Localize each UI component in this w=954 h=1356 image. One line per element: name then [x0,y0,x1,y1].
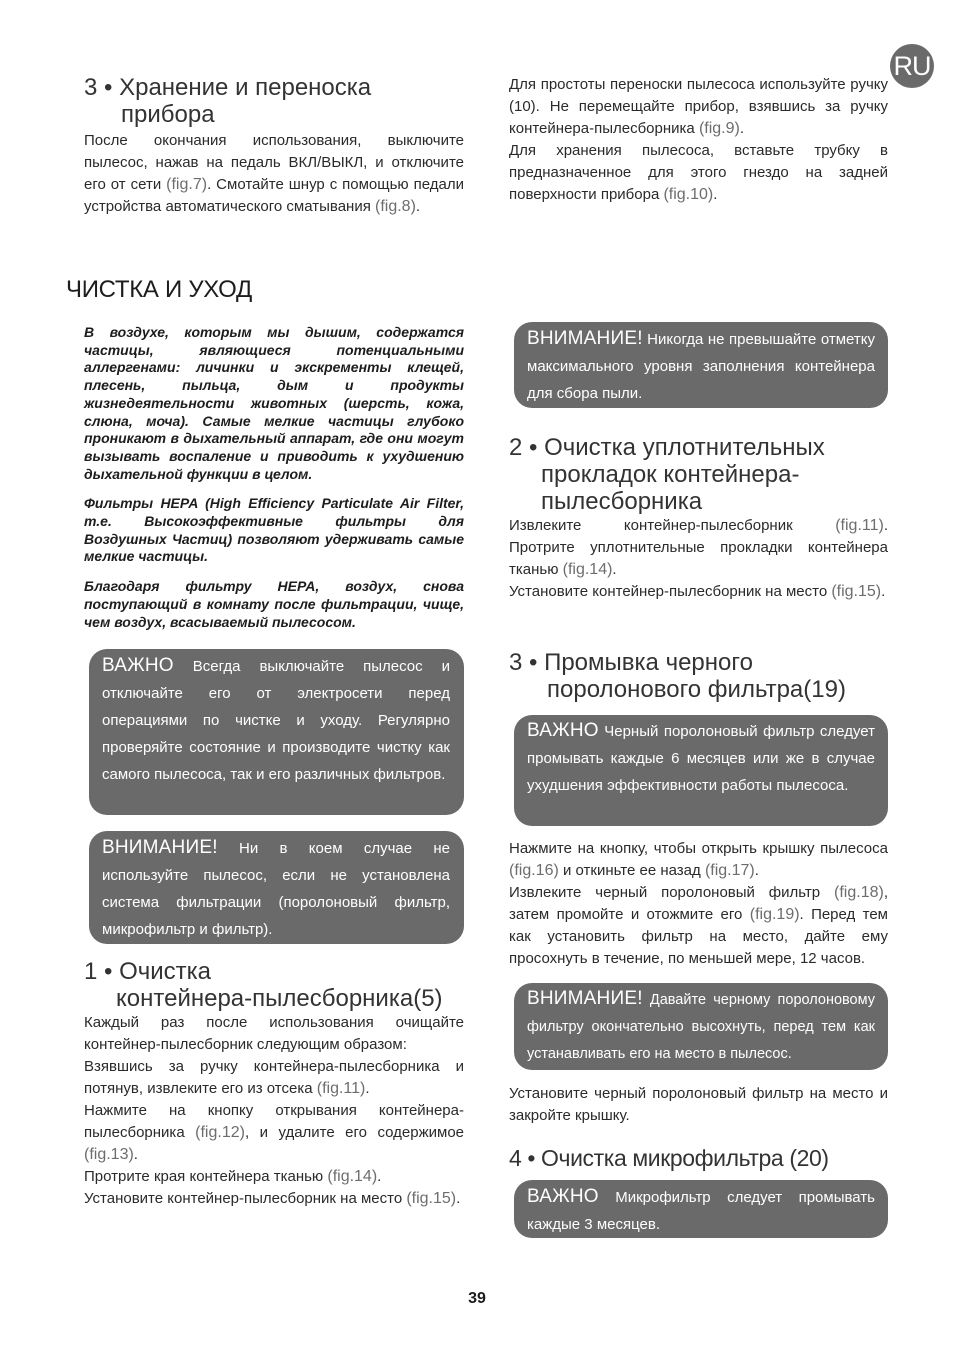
intro-text [84,324,464,631]
attention-box-3 [514,983,888,1070]
section-3-paragraph-3: Установите черный поролоновый фильтр на место и закройте крышку. [509,1085,888,1124]
language-badge: RU [890,44,934,88]
important-label: ВАЖНО [102,655,174,676]
fig-ref: (fig.8) [375,198,416,215]
section-1-paragraph-1: Каждый раз после использования очищайте контейнер-пылесборник следующим образом: [84,1014,464,1053]
fig-ref: (fig.19) [749,906,800,923]
section-3-paragraph-2: Извлеките черный поролоновый фильтр (fig.18), затем промойте и отожмите его (fig.19). Перед тем как установить фильтр на место, дайте ему просохнуть в течение, по меньшей мере, 12 часов. [509,884,888,967]
fig-ref: (fig.13) [84,1146,134,1163]
section-3-heading [509,649,888,703]
attention-label: ВНИМАНИЕ! [527,328,643,349]
attention-box-1 [89,831,464,944]
fig-ref: (fig.15) [831,583,882,600]
section-3-closing [509,1083,888,1127]
section-2-heading-line2: прокладок контейнера- [541,461,800,488]
main-heading: ЧИСТКА И УХОД [66,276,252,303]
storage-section-continued [509,74,888,206]
section-1-heading-line1: 1 • Очистка [84,958,212,985]
fig-ref: (fig.11) [835,517,884,534]
section-4-heading: 4 • Очистка микрофильтра (20) [509,1145,829,1171]
storage-heading-line1: 3 • Хранение и переноска [84,74,372,101]
fig-ref: (fig.14) [562,561,613,578]
important-box-2 [514,715,888,826]
attention-text: Никогда не превышайте отметку максимального уровня заполнения контейнера для сбора пыли. [527,331,875,402]
fig-ref: (fig.16) [509,862,559,879]
section-3-heading-line1: 3 • Промывка черного [509,649,753,676]
section-3-heading-line2: поролонового фильтра(19) [547,676,846,703]
section-3-body [509,838,888,970]
section-1-paragraph-5: Установите контейнер-пылесборник на место (fig.15). [84,1190,461,1207]
attention-text: Ни в коем случае не используйте пылесос, если не установлена система фильтрации (поролоновый фильтр, микрофильтр и фильтр). [102,840,450,938]
fig-ref: (fig.15) [406,1190,457,1207]
intro-paragraph-1: В воздухе, которым мы дышим, содержатся частицы, являющиеся потенциальными аллергенами: личинки и экскременты клещей, плесень, пыльца, дым и продукты жизнедеятельности животных (шерсть, кожа, слюна, моча). Самые мелкие частицы глубоко проникают в дыхательный аппарат, где они могут вызывать воспаление и приводить к ухудшению дыхательной функции в целом. [84,324,464,482]
storage-paragraph-2: Для простоты переноски пылесоса используйте ручку (10). Не перемещайте прибор, взявшись за ручку контейнера-пылесборника (fig.9). [509,76,888,137]
section-2 [509,434,888,603]
attention-box-2 [514,322,888,408]
section-2-paragraph-1: Извлеките контейнер-пылесборник (fig.11). [509,517,888,534]
storage-paragraph-3: Для хранения пылесоса, вставьте трубку в предназначенное для этого гнездо на задней поверхности прибора (fig.10). [509,142,888,203]
fig-ref: (fig.10) [663,186,714,203]
fig-ref: (fig.7) [166,176,208,193]
fig-ref: (fig.9) [698,120,740,137]
section-2-heading-line1: 2 • Очистка уплотнительных [509,434,825,461]
intro-paragraph-3: Благодаря фильтру HEPA, воздух, снова поступающий в комнату после фильтрации, чище, чем воздух, всасываемый пылесосом. [84,578,464,630]
section-2-heading [509,434,888,515]
important-text: Черный поролоновый фильтр следует промывать каждые 6 месяцев или же в случае ухудшения эффективности работы пылесоса. [527,723,875,794]
fig-ref: (fig.12) [195,1124,245,1141]
section-1-paragraph-4: Протрите края контейнера тканью (fig.14). [84,1168,382,1185]
section-3-heading-wrap [509,649,888,703]
important-box-1 [89,649,464,815]
section-2-heading-line3: пылесборника [541,488,703,515]
fig-ref: (fig.18) [834,884,884,901]
page-number: 39 [468,1290,486,1307]
storage-section [84,74,464,218]
fig-ref: (fig.11) [316,1080,366,1097]
section-2-paragraph-2: Протрите уплотнительные прокладки контейнера тканью (fig.14). [509,539,888,578]
storage-heading-line2: прибора [121,101,215,128]
important-label: ВАЖНО [527,1186,599,1207]
intro-paragraph-2: Фильтры HEPA (High Efficiency Particulate Air Filter, т.е. Высокоэффективные фильтры для Воздушных Частиц) позволяют удерживать самые мелкие частицы. [84,495,464,565]
section-1-paragraph-3: Нажмите на кнопку открывания контейнера-пылесборника (fig.12), и удалите его содержимое (fig.13). [84,1102,465,1163]
attention-label: ВНИМАНИЕ! [102,837,218,858]
important-text: Всегда выключайте пылесос и отключайте его от электросети перед операциями по чистке и уходу. Регулярно проверяйте состояние и производите чистку как самого пылесоса, так и его различных фильтров. [102,658,450,783]
section-1-paragraph-2: Взявшись за ручку контейнера-пылесборника и потянув, извлеките его из отсека (fig.11). [84,1058,464,1097]
section-1-heading [84,958,464,1012]
fig-ref: (fig.17) [704,862,755,879]
section-4 [509,1145,888,1172]
storage-heading [84,74,464,128]
storage-paragraph-1: После окончания использования, выключите пылесос, нажав на педаль ВКЛ/ВЫКЛ, и отключите его от сети (fig.7). Смотайте шнур с помощью педали устройства автоматического сматывания (fig.8). [84,132,464,215]
fig-ref: (fig.14) [327,1168,378,1185]
important-label: ВАЖНО [527,720,599,741]
section-3-paragraph-1: Нажмите на кнопку, чтобы открыть крышку пылесоса (fig.16) и откиньте ее назад (fig.17). [509,840,888,879]
section-1 [84,958,464,1210]
attention-label: ВНИМАНИЕ! [527,988,643,1009]
important-text: Микрофильтр следует промывать каждые 3 месяцев. [527,1189,875,1233]
section-2-paragraph-3: Установите контейнер-пылесборник на место (fig.15). [509,583,886,600]
section-1-heading-line2: контейнера-пылесборника(5) [116,985,443,1012]
attention-text: Давайте черному поролоновому фильтру окончательно высохнуть, перед тем как устанавливать его на место в пылесос. [527,992,875,1062]
important-box-3 [514,1180,888,1238]
